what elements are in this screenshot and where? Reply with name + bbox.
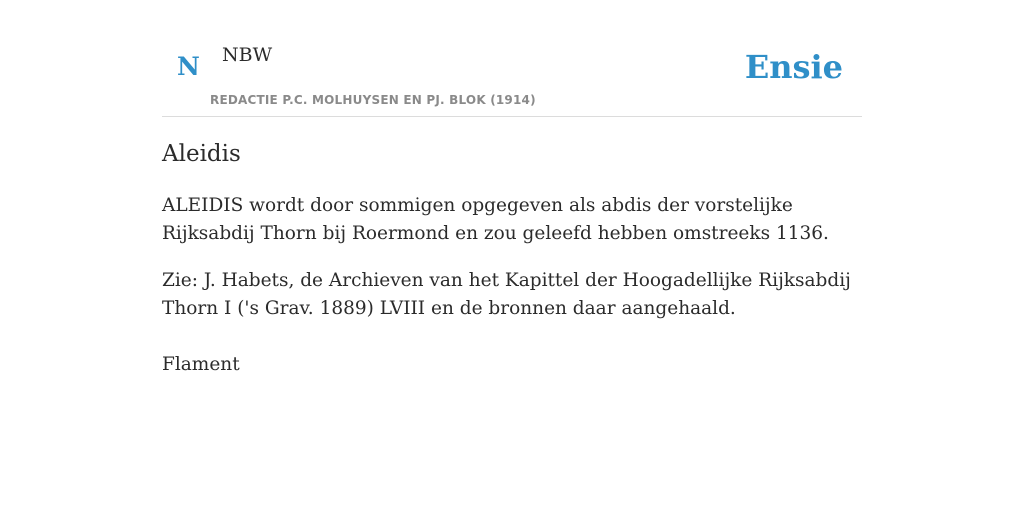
source-title[interactable]: NBW [222,44,273,66]
source-header [162,0,862,117]
article-author: Flament [162,354,240,375]
source-subtitle: REDACTIE P.C. MOLHUYSEN EN PJ. BLOK (1914) [210,93,536,107]
article-title: Aleidis [162,141,241,167]
article-paragraph: Zie: J. Habets, de Archieven van het Kapittel der Hoogadellijke Rijksabdij Thorn I ('s Grav. 1889) LVIII en de bronnen daar aangehaald. [162,270,851,319]
ensie-logo-link[interactable]: Ensie [744,48,843,86]
article-paragraph: ALEIDIS wordt door sommigen opgegeven als abdis der vorstelijke Rijksabdij Thorn bij Roermond en zou geleefd hebben omstreeks 1136. [162,195,829,244]
source-logo[interactable]: N [177,52,200,81]
article [162,138,862,379]
